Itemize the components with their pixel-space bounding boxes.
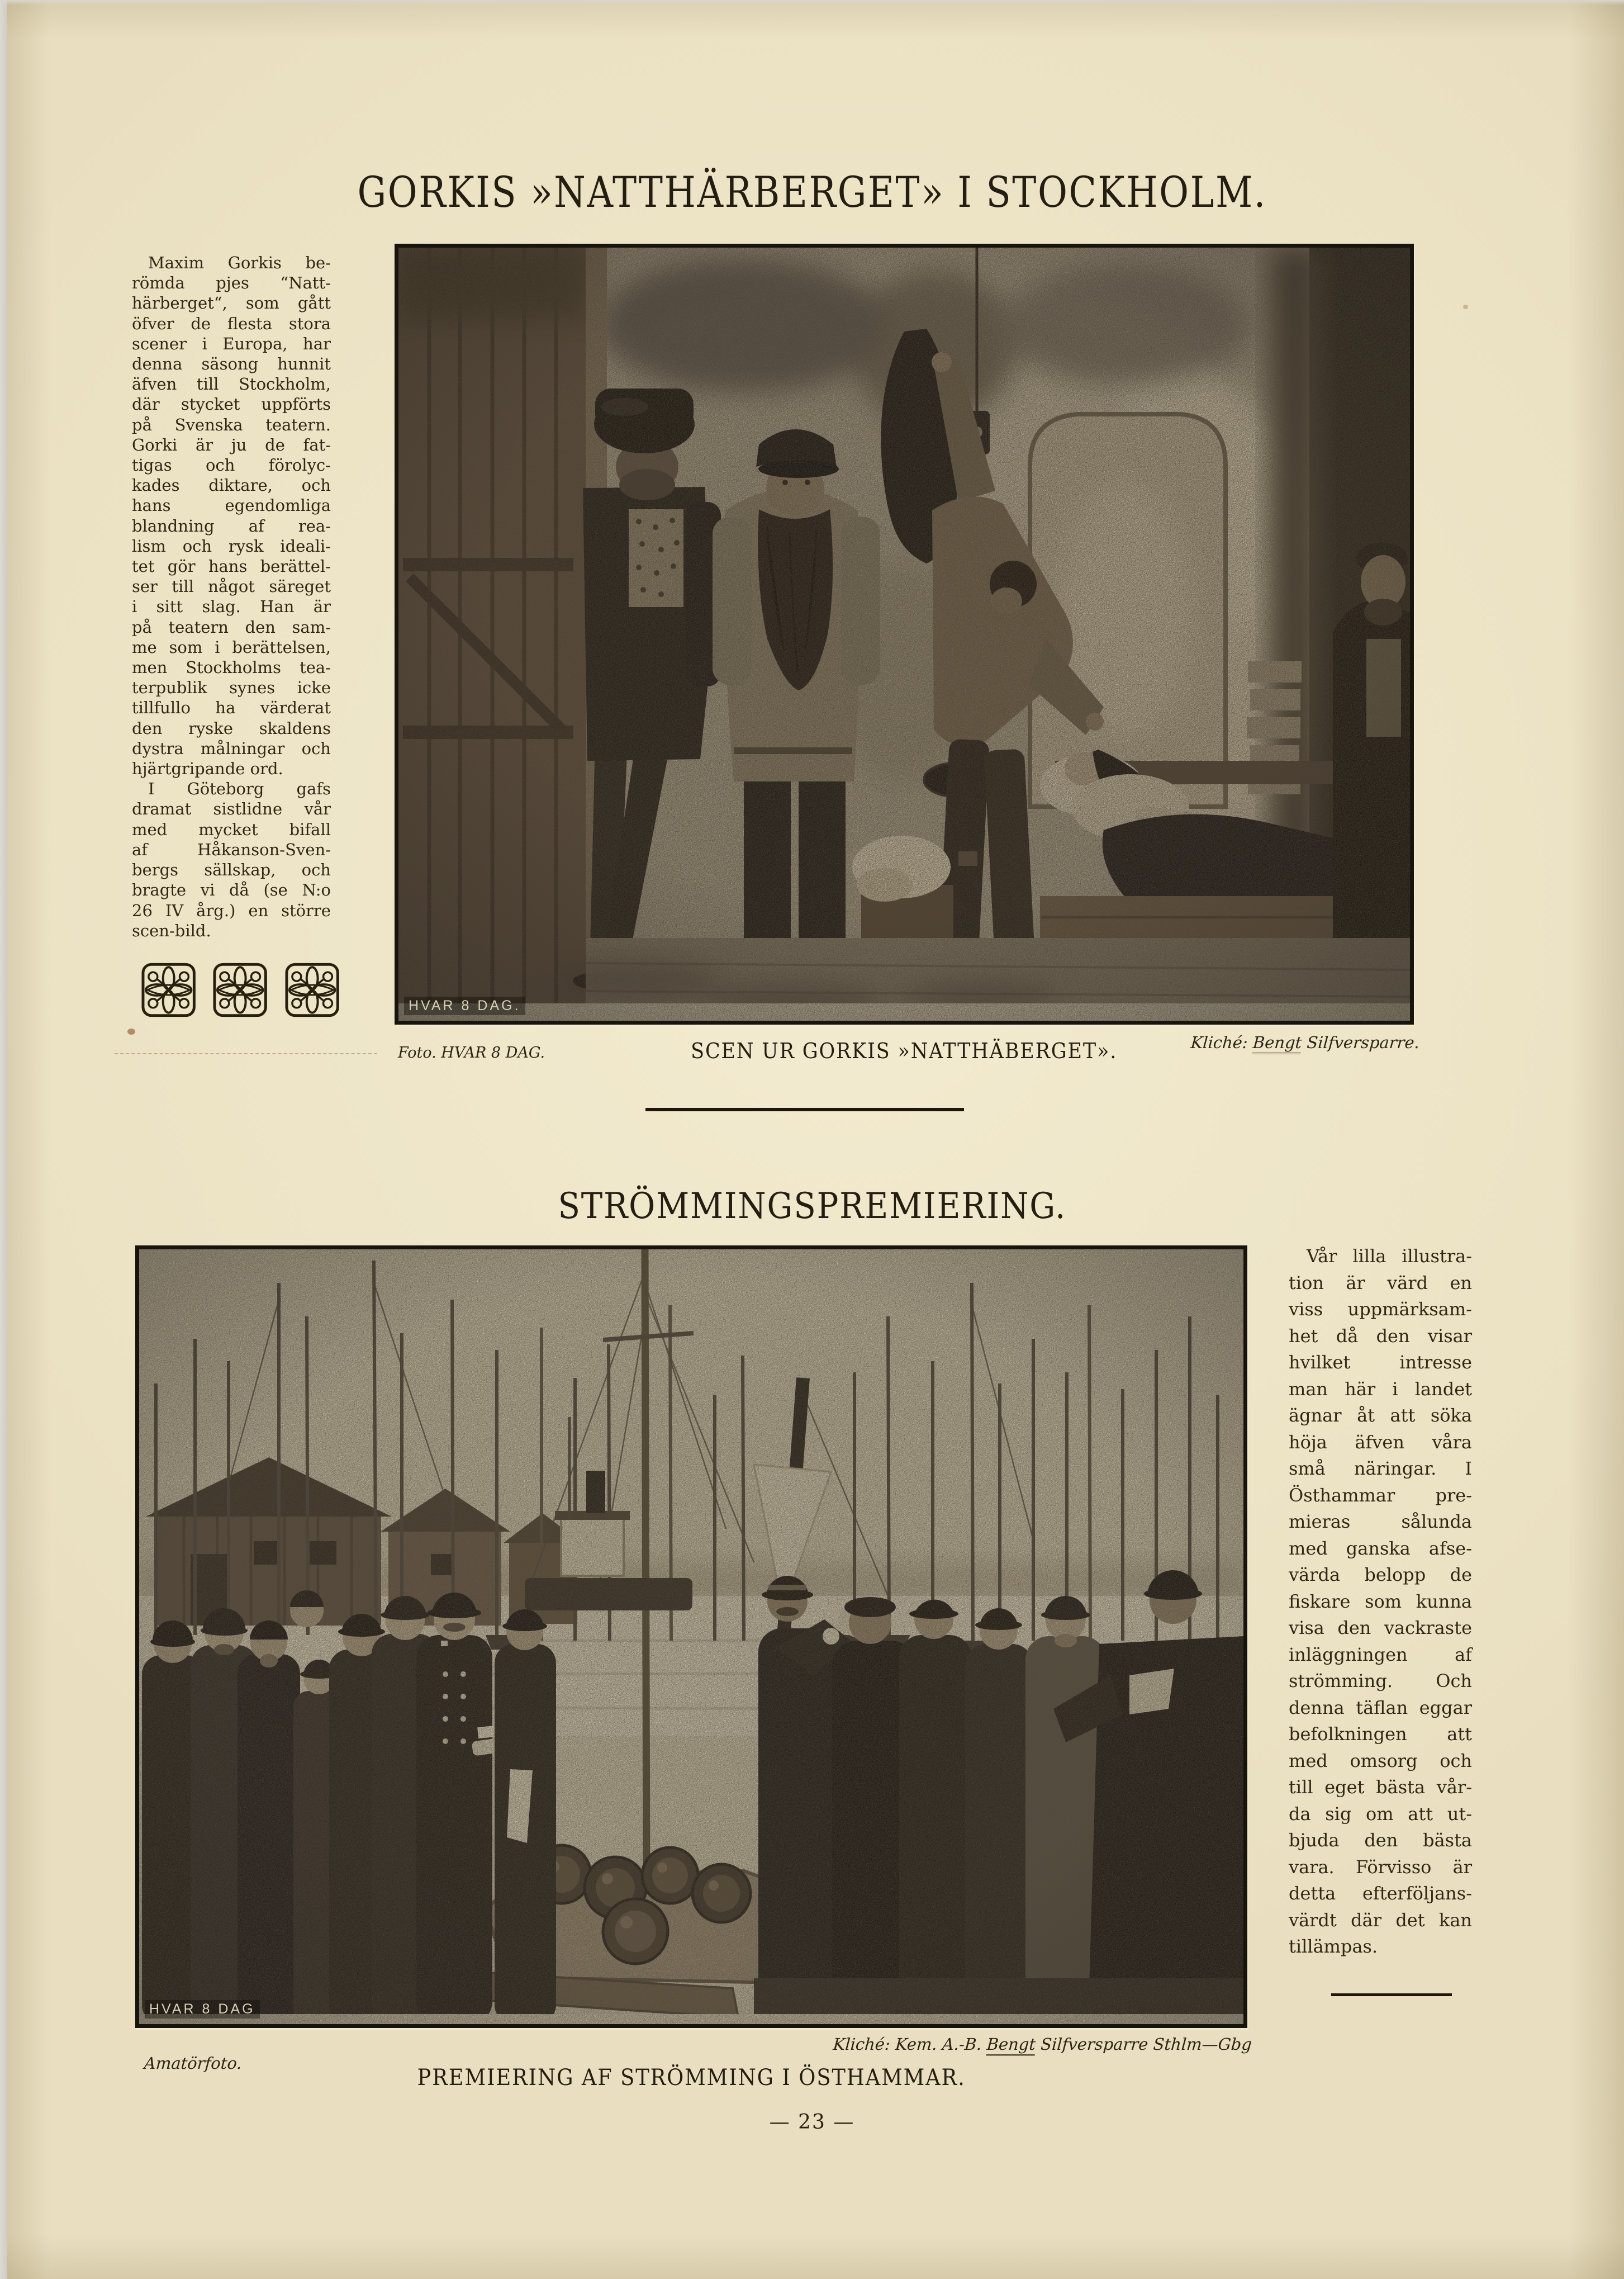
floral-ornament-icon (211, 959, 269, 1021)
floral-ornament-icon (283, 959, 341, 1021)
ornament-row (140, 959, 341, 1021)
article1-body-column (132, 253, 331, 941)
paper-stain (1463, 305, 1468, 309)
engraver-name: Bengt (986, 2035, 1036, 2056)
paragraph: Vår lilla illustra- tion är värd en viss uppmärksam- het då den visar hvilket intresse man här i landet ägnar åt att söka höja äfven våra små näringar. I Östhammar pre- mieras sålunda med ganska afse- värda belopp de fiskare som kunna visa den vackraste inläggningen af strömming. Och denna täflan eggar befolkningen att med omsorg och till eget bästa vår- da sig om att ut- bjuda den bästa vara. Förvisso är detta efterföljans- värdt där det kan tillämpas. (1289, 1245, 1472, 1957)
article1-photo (395, 244, 1414, 1025)
article1-title: GORKIS »NATTHÄRBERGET» I STOCKHOLM. (357, 167, 1267, 217)
column-end-dashes (115, 1053, 377, 1054)
photo1-watermark: HVAR 8 DAG. (404, 997, 525, 1015)
photo1-caption: SCEN UR GORKIS »NATTHÄBERGET». (691, 1039, 1118, 1063)
scan-edge-top (0, 0, 1624, 5)
photo2-watermark: HVAR 8 DAG (145, 2000, 260, 2019)
page-number: — 23 — (769, 2111, 855, 2134)
section-divider-rule (645, 1108, 964, 1111)
article2-end-rule (1331, 1993, 1452, 1996)
article2-title: STRÖMMINGSPREMIERING. (558, 1186, 1066, 1228)
photo1-credit-left: Foto. HVAR 8 DAG. (398, 1044, 545, 1062)
photo2-caption: PREMIERING AF STRÖMMING I ÖSTHAMMAR. (417, 2065, 966, 2091)
scan-edge-left (0, 0, 7, 2279)
photo1-credit-right: Kliché: Bengt Silfversparre. (1095, 1033, 1420, 1052)
photo2-credit-right: Kliché: Kem. A.-B. Bengt Silfversparre Sthlm—Gbg (692, 2035, 1252, 2054)
paper-stain (127, 1029, 135, 1035)
floral-ornament-icon (140, 959, 197, 1021)
photo2-credit-left: Amatörfoto. (143, 2054, 243, 2073)
engraver-name: Bengt (1252, 1033, 1303, 1054)
harbour-scene-illustration (139, 1249, 1243, 2024)
theatre-scene-illustration (398, 248, 1410, 1021)
paragraph: I Göteborg gafs dramat sistlidne vår med mycket bifall af Håkanson-Sven- bergs sällskap, och bragte vi då (se N:o 26 IV årg.) en större scen-bild. (132, 779, 331, 940)
article2-photo (135, 1245, 1247, 2028)
paragraph: Maxim Gorkis be- römda pjes “Natt- härberget“, som gått öfver de flesta stora scener i Europa, har denna säsong hunnit äfven till Stockholm, där stycket uppförts på Svenska teatern. Gorki är ju de fat- tigas och förolyc- kades diktare, och hans egendomliga blandning af rea- lism och rysk ideali- tet gör hans berättel- ser till något säreget i sitt slag. Han är på teatern den sam- me som i berättelsen, men Stockholms tea- terpublik synes icke tillfullo ha värderat den ryske skaldens dystra målningar och hjärtgripande ord. (132, 253, 331, 779)
article2-body-column (1289, 1243, 1472, 1960)
